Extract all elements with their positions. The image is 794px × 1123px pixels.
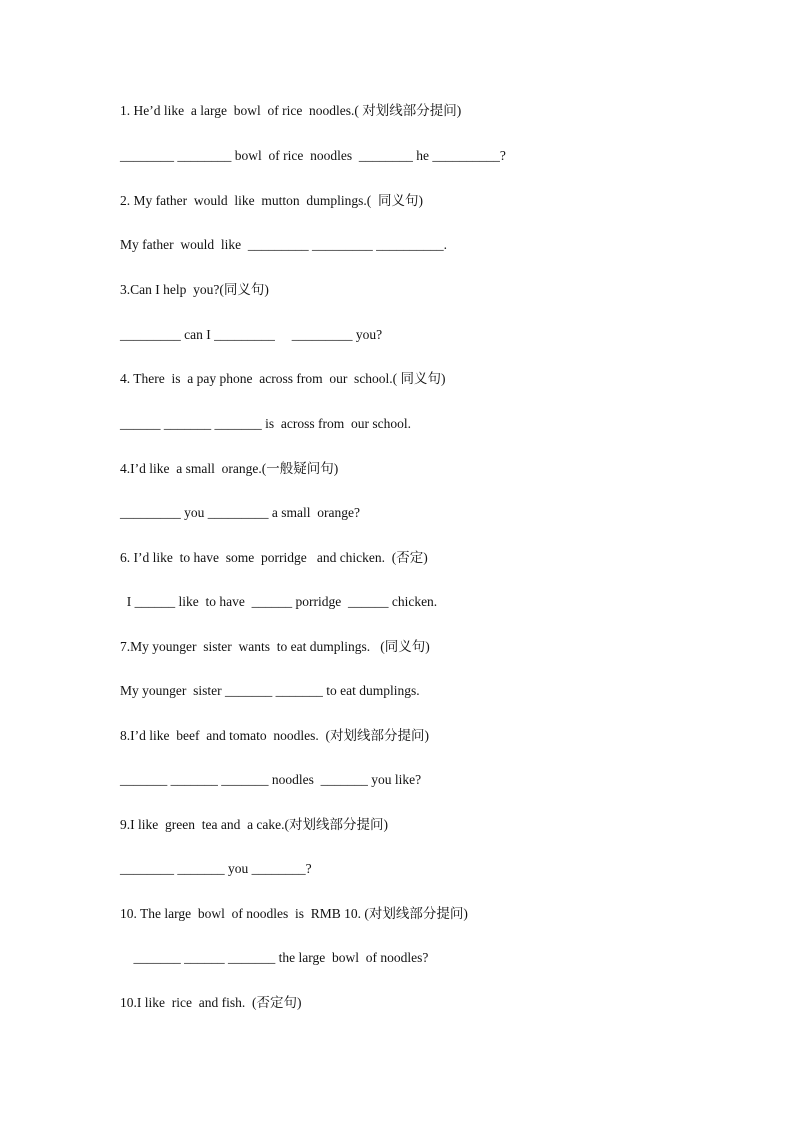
q10-prompt: 10. The large bowl of noodles is RMB 10. (对划线部分提问): [120, 906, 468, 921]
q5-answer: _________ you _________ a small orange?: [120, 505, 360, 520]
q8-answer: _______ _______ _______ noodles _______ you like?: [120, 772, 422, 787]
q10-answer: _______ ______ _______ the large bowl of noodles?: [120, 950, 429, 965]
q9-prompt: 9.I like green tea and a cake.(对划线部分提问): [120, 817, 389, 832]
q11-prompt: 10.I like rice and fish. (否定句): [120, 995, 302, 1010]
q4-prompt: 4. There is a pay phone across from our school.( 同义句): [120, 371, 446, 386]
q1-prompt: 1. He’d like a large bowl of rice noodles.( 对划线部分提问): [120, 103, 462, 118]
q8-prompt: 8.I’d like beef and tomato noodles. (对划线部分提问): [120, 728, 429, 743]
q4-answer: ______ _______ _______ is across from our school.: [120, 416, 411, 431]
q2-answer: My father would like _________ _________ __________.: [120, 237, 447, 252]
q9-answer: ________ _______ you ________?: [120, 861, 312, 876]
q7-answer: My younger sister _______ _______ to eat dumplings.: [120, 683, 420, 698]
q2-prompt: 2. My father would like mutton dumplings.( 同义句): [120, 193, 423, 208]
q1-answer: ________ ________ bowl of rice noodles ________ he __________?: [120, 148, 506, 163]
q3-answer: _________ can I _________ _________ you?: [120, 327, 383, 342]
q5-prompt: 4.I’d like a small orange.(一般疑问句): [120, 461, 339, 476]
q7-prompt: 7.My younger sister wants to eat dumplings. (同义句): [120, 639, 430, 654]
q6-prompt: 6. I’d like to have some porridge and chicken. (否定): [120, 550, 428, 565]
q6-answer: I ______ like to have ______ porridge ______ chicken.: [120, 594, 438, 609]
q3-prompt: 3.Can I help you?(同义句): [120, 282, 269, 297]
